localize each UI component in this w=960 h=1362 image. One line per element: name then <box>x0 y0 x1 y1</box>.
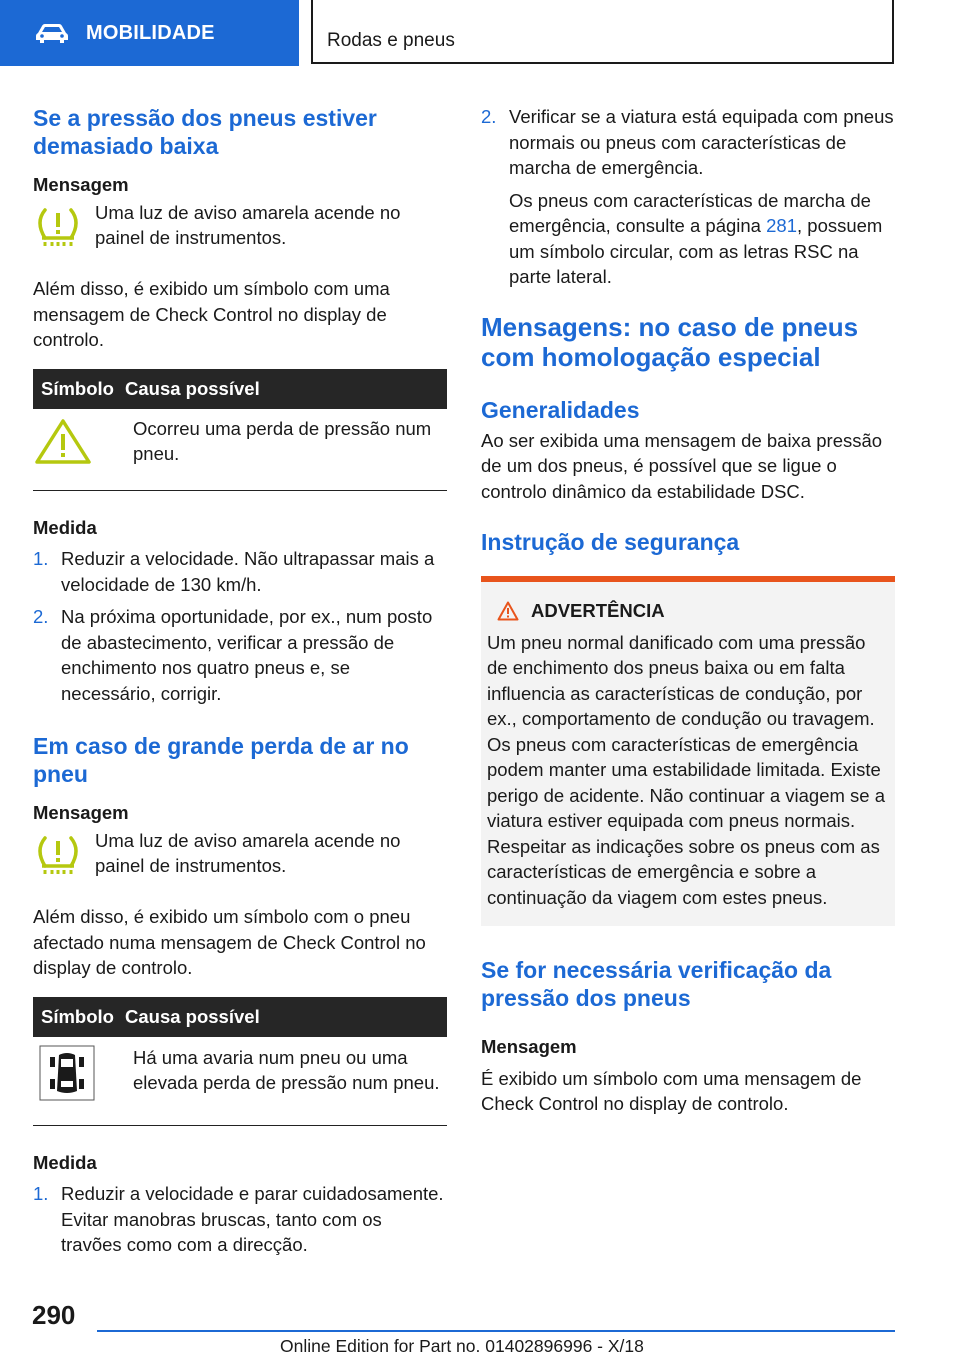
message-row <box>33 200 447 259</box>
table-header-cause: Causa possível <box>125 377 260 399</box>
table-header-symbol: Símbolo <box>41 377 114 399</box>
general-text: Ao ser exibida uma mensagem de baixa pressão de um dos pneus, é possível que se ligue o controlo dinâmico da estabilidade DSC. <box>481 429 883 502</box>
warning-triangle-icon <box>33 416 93 466</box>
section-title-air-loss: Em caso de grande perda de ar no pneu <box>33 733 409 787</box>
table-header-symbol: Símbolo <box>41 1005 114 1027</box>
section-tab[interactable] <box>0 0 299 66</box>
warning-triangle-icon <box>497 601 519 621</box>
message-text: Uma luz de aviso amarela acende no painel de instrumentos. <box>95 829 401 876</box>
section-title-special-tires: Mensagens: no caso de pneus com homologação especial <box>481 311 859 372</box>
right-column <box>481 104 895 1117</box>
page-link[interactable]: 281 <box>766 215 797 236</box>
list-item: 2. Verificar se a viatura está equipada com pneus normais ou pneus com características de marcha de emergência. Os pneus com características de marcha de emergência, consulte a página 281, possuem um símbolo circular, com as letras RSC na parte lateral. <box>481 106 894 287</box>
symbol-table <box>33 369 447 491</box>
tire-pressure-warning-icon <box>33 204 83 252</box>
measure-label: Medida <box>33 516 97 538</box>
table-row <box>33 1037 447 1126</box>
table-cell-cause: Há uma avaria num pneu ou uma elevada perda de pressão num pneu. <box>133 1046 440 1093</box>
section-label: MOBILIDADE <box>86 21 215 44</box>
subsection-title-general: Generalidades <box>481 396 640 423</box>
table-cell-cause: Ocorreu uma perda de pressão num pneu. <box>133 417 432 464</box>
message-text: Uma luz de aviso amarela acende no painel de instrumentos. <box>95 201 401 248</box>
message-text: É exibido um símbolo com uma mensagem de Check Control no display de controlo. <box>481 1067 862 1114</box>
measure-list-continued <box>481 104 895 290</box>
table-header <box>33 997 447 1037</box>
list-item: 2. Na próxima oportunidade, por ex., num posto de abastecimento, verificar a pressão de enchimento nos quatro pneus e, se necessário, corrigir. <box>33 606 433 704</box>
message-row <box>33 828 447 887</box>
car-tire-symbol-icon <box>39 1045 95 1101</box>
symbol-table <box>33 997 447 1126</box>
description: Além disso, é exibido um símbolo com o pneu afectado numa mensagem de Check Control no display de controlo. <box>33 906 426 978</box>
message-label: Mensagem <box>33 174 129 195</box>
warning-text: Um pneu normal danificado com uma pressão de enchimento dos pneus baixa ou em falta influencia as características de condução, por ex., comportamento de condução ou travagem. Os pneus com características de emergência podem manter uma estabilidade limitada. Existe perigo de acidente. Não continuar a viagem se a viatura estiver equipada com pneus normais. Respeitar as indicações sobre os pneus com as características de emergência e sobre a continuação da viagem com estes pneus. <box>487 631 886 908</box>
list-item: 1. Reduzir a velocidade e parar cuidadosamente. Evitar manobras bruscas, tanto com os travões como com a direcção. <box>33 1183 444 1255</box>
left-column <box>33 104 447 1258</box>
tire-pressure-warning-icon <box>33 832 83 880</box>
warning-box <box>481 576 895 926</box>
footer-divider <box>97 1330 895 1332</box>
message-label: Mensagem <box>481 1036 577 1057</box>
car-icon <box>34 21 70 45</box>
chapter-header <box>311 0 894 64</box>
measure-label: Medida <box>33 1151 97 1173</box>
page-number: 290 <box>32 1300 76 1330</box>
section-title-low-pressure: Se a pressão dos pneus estiver demasiado baixa <box>33 105 377 159</box>
list-item: 1. Reduzir a velocidade. Não ultrapassar mais a velocidade de 130 km/h. <box>33 548 435 595</box>
chapter-title: Rodas e pneus <box>327 30 455 51</box>
footer-edition: Online Edition for Part no. 01402896996 - X/18 <box>280 1336 644 1356</box>
description: Além disso, é exibido um símbolo com uma mensagem de Check Control no display de controlo. <box>33 278 390 350</box>
table-row <box>33 409 447 491</box>
warning-title: ADVERTÊNCIA <box>531 600 665 621</box>
measure-list <box>33 1181 447 1258</box>
section-title-check-pressure: Se for necessária verificação da pressão dos pneus <box>481 957 832 1011</box>
table-header-cause: Causa possível <box>125 1005 260 1027</box>
measure-list <box>33 546 447 706</box>
warning-heading <box>487 598 889 624</box>
table-header <box>33 369 447 409</box>
subsection-title-safety: Instrução de segurança <box>481 529 740 555</box>
message-label: Mensagem <box>33 802 129 823</box>
